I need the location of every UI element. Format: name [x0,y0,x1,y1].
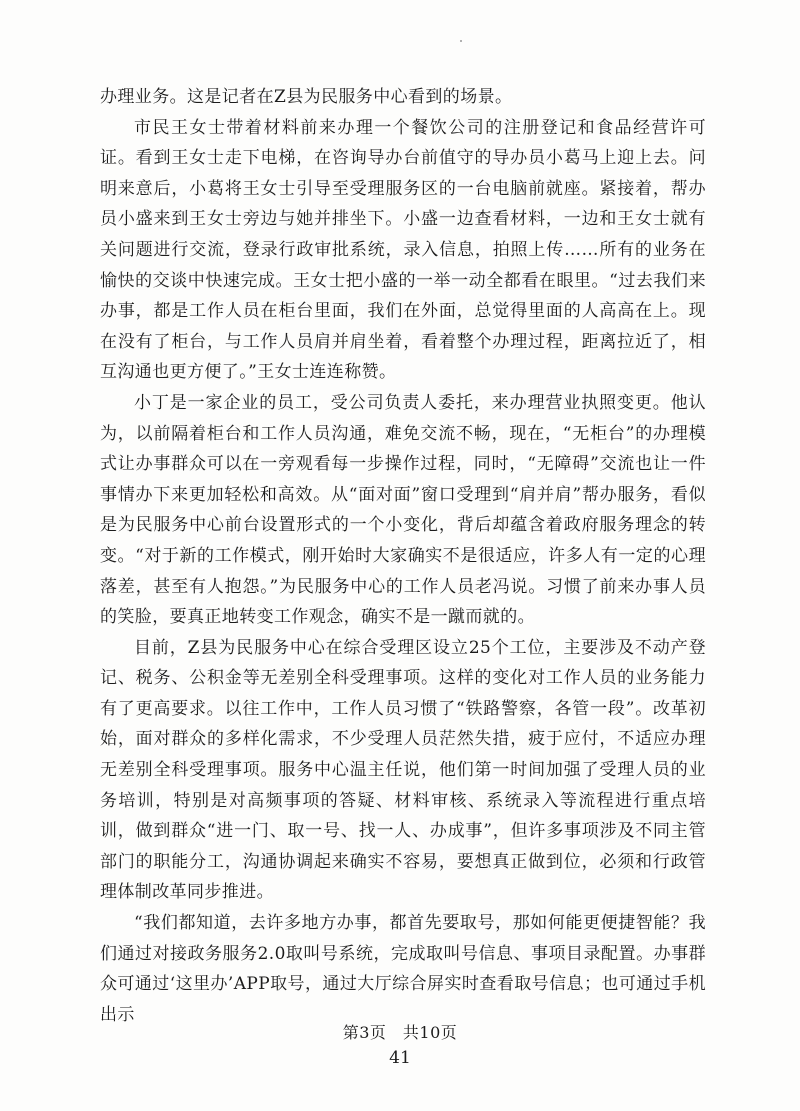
scan-speck [460,40,462,42]
page-count-label: 第3页 共10页 [342,1023,458,1042]
paragraph-4: 目前，Z县为民服务中心在综合受理区设立25个工位，主要涉及不动产登记、税务、公积金等无差别全科受理事项。这样的变化对工作人员的业务能力有了更高要求。以往工作中，工作人员习惯了“铁路警察，各管一段”。改革初始，面对群众的多样化需求，不少受理人员茫然失措，疲于应付，不适应办理无差别全科受理事项。服务中心温主任说，他们第一时间加强了受理人员的业务培训，特别是对高频事项的答疑、材料审核、系统录入等流程进行重点培训，做到群众“进一门、取一号、找一人、办成事”，但许多事项涉及不同主管部门的职能分工，沟通协调起来确实不容易，要想真正做到位，必须和行政管理体制改革同步推进。 [100,637,706,903]
paragraph-1: 办理业务。这是记者在Z县为民服务中心看到的场景。 [100,87,513,107]
paragraph-5: “我们都知道，去许多地方办事，都首先要取号，那如何能更便捷智能？我们通过对接政务服务2.0取叫号系统，完成取叫号信息、事项目录配置。办事群众可通过‘这里办’APP取号，通过大厅综合屏实时查看取号信息；也可通过手机出示 [100,913,706,1025]
page-number: 41 [389,1048,411,1068]
paragraph-2: 市民王女士带着材料前来办理一个餐饮公司的注册登记和食品经营许可证。看到王女士走下电梯，在咨询导办台前值守的导办员小葛马上迎上去。问明来意后，小葛将王女士引导至受理服务区的一台电脑前就座。紧接着，帮办员小盛来到王女士旁边与她并排坐下。小盛一边查看材料，一边和王女士就有关问题进行交流，登录行政审批系统，录入信息，拍照上传……所有的业务在愉快的交谈中快速完成。王女士把小盛的一举一动全都看在眼里。“过去我们来办事，都是工作人员在柜台里面，我们在外面，总觉得里面的人高高在上。现在没有了柜台，与工作人员肩并肩坐着，看着整个办理过程，距离拉近了，相互沟通也更方便了。”王女士连连称赞。 [100,117,706,383]
paragraph-3: 小丁是一家企业的员工，受公司负责人委托，来办理营业执照变更。他认为，以前隔着柜台和工作人员沟通，难免交流不畅，现在，“无柜台”的办理模式让办事群众可以在一旁观看每一步操作过程，同时，“无障碍”交流也让一件事情办下来更加轻松和高效。从“面对面”窗口受理到“肩并肩”帮办服务，看似是为民服务中心前台设置形式的一个小变化，背后却蕴含着政府服务理念的转变。“对于新的工作模式，刚开始时大家确实不是很适应，许多人有一定的心理落差，甚至有人抱怨。”为民服务中心的工作人员老冯说。习惯了前来办事人员的笑脸，要真正地转变工作观念，确实不是一蹴而就的。 [100,392,706,628]
document-body [100,82,706,1030]
